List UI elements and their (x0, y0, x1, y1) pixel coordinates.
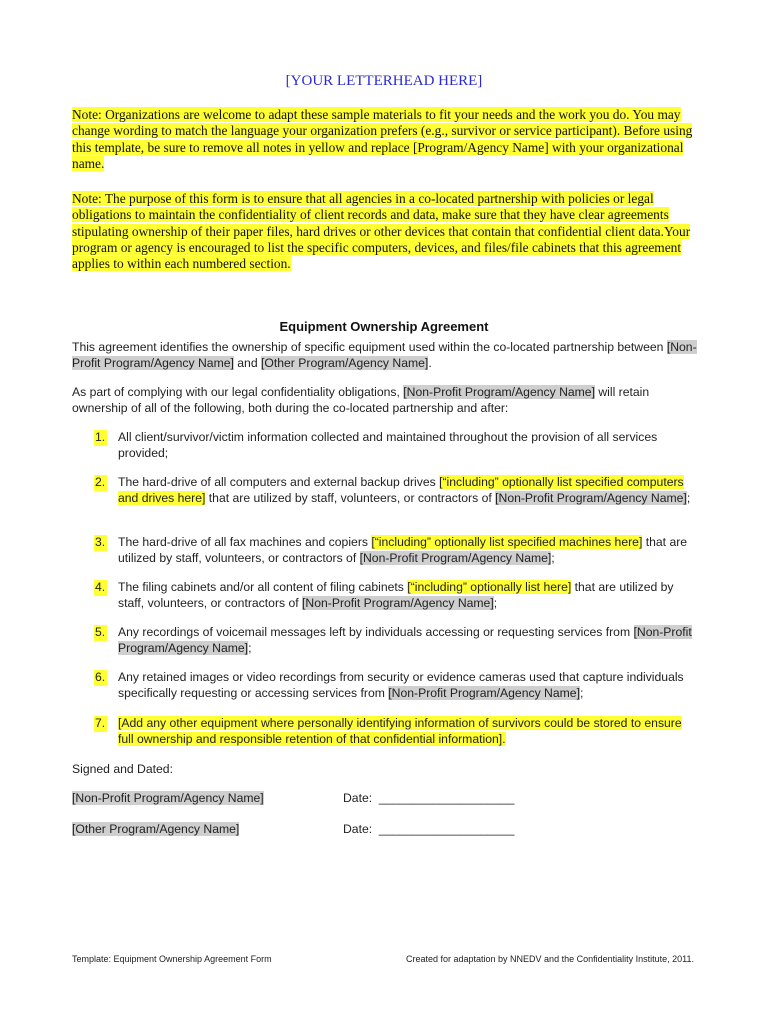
note-adaptation-text: Note: Organizations are welcome to adapt these sample materials to fit your needs and the work you do. You may change wording to match the language your organization prefers (e.g., survivor or service participant). Before using this template, be sure to remove all notes in yellow and replace [Program/Agency Name] with your organizational name. (72, 107, 693, 171)
item-text: All client/survivor/victim information collected and maintained throughout the provision of all services provided; (118, 430, 658, 460)
signature-row (72, 822, 698, 838)
date-line: Date: ____________________ (343, 791, 515, 805)
footer-credit: Created for adaptation by NNEDV and the Confidentiality Institute, 2011. (405, 954, 694, 964)
list-number: 1. (95, 430, 106, 444)
signed-dated-label: Signed and Dated: (72, 762, 173, 776)
list-number: 7. (95, 716, 106, 730)
list-item-text (118, 475, 693, 506)
item-text: that are utilized by staff, volunteers, or contractors of (118, 535, 688, 565)
non-profit-name-field: [Non-Profit Program/Agency Name] (302, 595, 494, 610)
obligation-paragraph (72, 385, 698, 416)
list-number: 3. (95, 535, 106, 549)
intro-text-a: This agreement identifies the ownership of specific equipment used within the co-located partnership between (72, 340, 667, 354)
list-number: 5. (95, 625, 106, 639)
list-item-text (118, 430, 693, 461)
list-item-text (118, 580, 693, 611)
item-text: Any recordings of voicemail messages left by individuals accessing or requesting services from (118, 625, 634, 639)
date-line: Date: ____________________ (343, 822, 515, 836)
non-profit-name-field: [Non-Profit Program/Agency Name] (72, 340, 697, 370)
item-text: ; (248, 640, 252, 655)
other-agency-signature-name: [Other Program/Agency Name] (72, 822, 240, 836)
optional-list-highlight: [“including” optionally list here] (407, 580, 572, 594)
item-text: The hard-drive of all computers and external backup drives (118, 475, 440, 489)
item-text: that are utilized by staff, volunteers, or contractors of (118, 580, 674, 610)
item-text: ; (579, 685, 584, 700)
list-item-text (118, 535, 693, 566)
non-profit-signature-name: [Non-Profit Program/Agency Name] (72, 791, 264, 805)
non-profit-name-field: [Non-Profit Program/Agency Name] (495, 490, 687, 505)
note-adaptation (72, 107, 698, 172)
item-text: Any retained images or video recordings from security or evidence cameras used that capture individuals specifically requesting or accessing services from (118, 670, 684, 700)
non-profit-name-field: [Non-Profit Program/Agency Name] (403, 385, 595, 399)
other-agency-name-field: [Other Program/Agency Name] (261, 355, 429, 370)
optional-list-highlight: [“including” optionally list specified machines here] (371, 535, 643, 549)
list-item-text (118, 625, 693, 656)
list-item-text (118, 670, 693, 701)
non-profit-name-field: [Non-Profit Program/Agency Name] (388, 685, 580, 700)
list-number: 6. (95, 670, 106, 684)
non-profit-name-field: [Non-Profit Program/Agency Name] (359, 550, 552, 565)
intro-text-b: and (233, 355, 261, 370)
obligation-text-b: will retain ownership of all of the following, both during the co-located partnership and after: (72, 385, 650, 415)
note-purpose-text: Note: The purpose of this form is to ensure that all agencies in a co-located partnership with policies or legal obligations to maintain the confidentiality of client records and data, make sure that they have clear agreements stipulating ownership of their paper files, hard drives or other devices that contain that confidential client data.Your program or agency is encouraged to list the specific computers, devices, and files/file cabinets that this agreement applies to within each numbered section. (72, 191, 691, 272)
item-text: ; (493, 595, 498, 610)
item-text: that are utilized by staff, volunteers, or contractors of (205, 490, 496, 505)
optional-list-highlight: [“including” optionally list specified computers and drives here] (118, 475, 684, 505)
non-profit-name-field: [Non-Profit Program/Agency Name] (118, 625, 692, 655)
list-item-text (118, 716, 693, 747)
intro-text-c: . (428, 355, 432, 370)
footer-template-name: Template: Equipment Ownership Agreement Form (72, 954, 272, 964)
item-text: The hard-drive of all fax machines and copiers (118, 535, 372, 549)
list-number: 2. (95, 475, 106, 489)
document-title: Equipment Ownership Agreement (279, 319, 489, 334)
intro-paragraph (72, 340, 698, 371)
item-text: ; (686, 490, 691, 505)
optional-list-highlight: [Add any other equipment where personally identifying information of survivors could be stored to ensure full ownership and responsible retention of that confidential information]. (118, 716, 682, 746)
letterhead-placeholder: [YOUR LETTERHEAD HERE] (285, 73, 483, 89)
signature-row (72, 791, 698, 807)
item-text: The filing cabinets and/or all content of filing cabinets (118, 580, 408, 594)
list-number: 4. (95, 580, 106, 594)
note-purpose (72, 191, 698, 272)
item-text: ; (551, 550, 555, 565)
obligation-text-a: As part of complying with our legal confidentiality obligations, (72, 385, 404, 399)
